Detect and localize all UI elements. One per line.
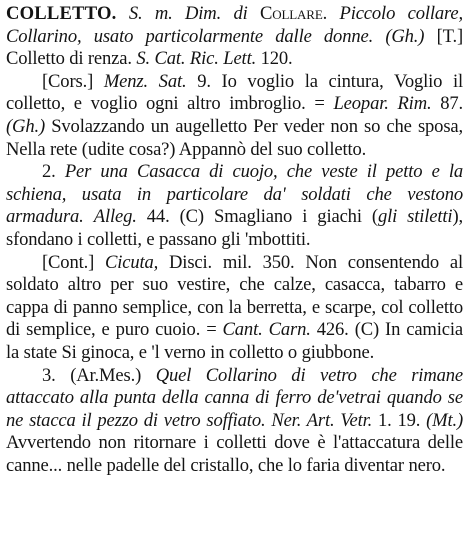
sense-number: 2.: [42, 161, 56, 183]
citation-number: 426.: [316, 319, 349, 341]
domain-tag: (Ar.Mes.): [70, 364, 142, 386]
corsiva-tag: [Cors.]: [42, 70, 94, 92]
citation-text: In camicia la state Si ginoca, e 'l verno in colletto o giubbone.: [6, 319, 463, 363]
citation-number: 1. 19.: [377, 409, 421, 431]
entry-paragraph: [6, 3, 463, 71]
sense-3-paragraph: [6, 365, 463, 478]
base-word: Collare.: [259, 3, 328, 24]
citation-text: Non consentendo al soldato altro per suo vestire, che calze, casacca, tabarro e cappa di panno semplice, con la berretta, e scarpe, col colletto di semplice, e puro cuoio. =: [6, 251, 464, 341]
cont-paragraph: [6, 252, 463, 365]
citation-source: Ner. Art. Vetr.: [271, 409, 373, 431]
headword: COLLETTO.: [6, 3, 117, 24]
source-tag: (Gh.): [6, 115, 46, 137]
sense-2-paragraph: [6, 161, 463, 251]
citation-number: 87.: [440, 93, 463, 115]
citation-text: Smagliano i giachi (: [214, 206, 378, 228]
citation-source: Menz. Sat.: [103, 70, 187, 92]
toscana-tag: [T.]: [436, 25, 464, 47]
source-tag: (C): [354, 319, 380, 341]
citation-text: ), sfondano i colletti, e passano gli 'mbottiti.: [6, 206, 463, 250]
cont-tag: [Cont.]: [42, 251, 95, 273]
citation-text: Svolazzando un augelletto Per veder non so che sposa, Nella rete (udite cosa?) Appannò del suo colletto.: [6, 115, 464, 160]
source-tag: (Gh.): [385, 25, 425, 47]
citation-source: Alleg.: [93, 206, 137, 228]
source-tag: (C): [179, 206, 204, 228]
sense-number: 3.: [42, 364, 56, 386]
citation-text: Colletto di renza.: [6, 48, 132, 70]
citation-number: 44.: [146, 206, 170, 228]
citation-source: Disci. mil.: [169, 251, 252, 273]
citation-source: S. Cat. Ric. Lett.: [136, 48, 257, 70]
corsiva-paragraph: [6, 71, 463, 161]
definition: Per una Casacca di cuojo, che veste il petto e la schiena, usata in particolare da' soldati che vestono armadura.: [6, 161, 464, 228]
definition: Quel Collarino di vetro che rimane attaccato alla punta della canna di ferro de'vetrai quando se ne stacca il pezzo di vetro soffiato.: [6, 364, 463, 431]
citation-text: Io voglio la cintura, Voglio il colletto, e voglio ogni altro imbroglio. =: [6, 70, 464, 115]
citation-source: Leopar. Rim.: [333, 93, 432, 115]
citation-number: 350.: [262, 251, 295, 273]
citation-text: Avvertendo non ritornare i colletti dove è l'attaccatura delle canne... nelle padelle del cristallo, che lo faria diventar nero.: [6, 432, 463, 476]
grammar-note: S. m. Dim. di: [128, 3, 248, 24]
citation-source: Cicuta,: [105, 251, 159, 273]
gloss: gli stiletti: [377, 206, 453, 228]
citation-number: 9.: [197, 70, 211, 92]
citation-source: Cant. Carn.: [222, 319, 311, 341]
source-tag: (Mt.): [426, 409, 464, 431]
definition: Piccolo collare, Collarino, usato particolarmente dalle donne.: [6, 3, 464, 47]
citation-number: 120.: [260, 48, 293, 70]
